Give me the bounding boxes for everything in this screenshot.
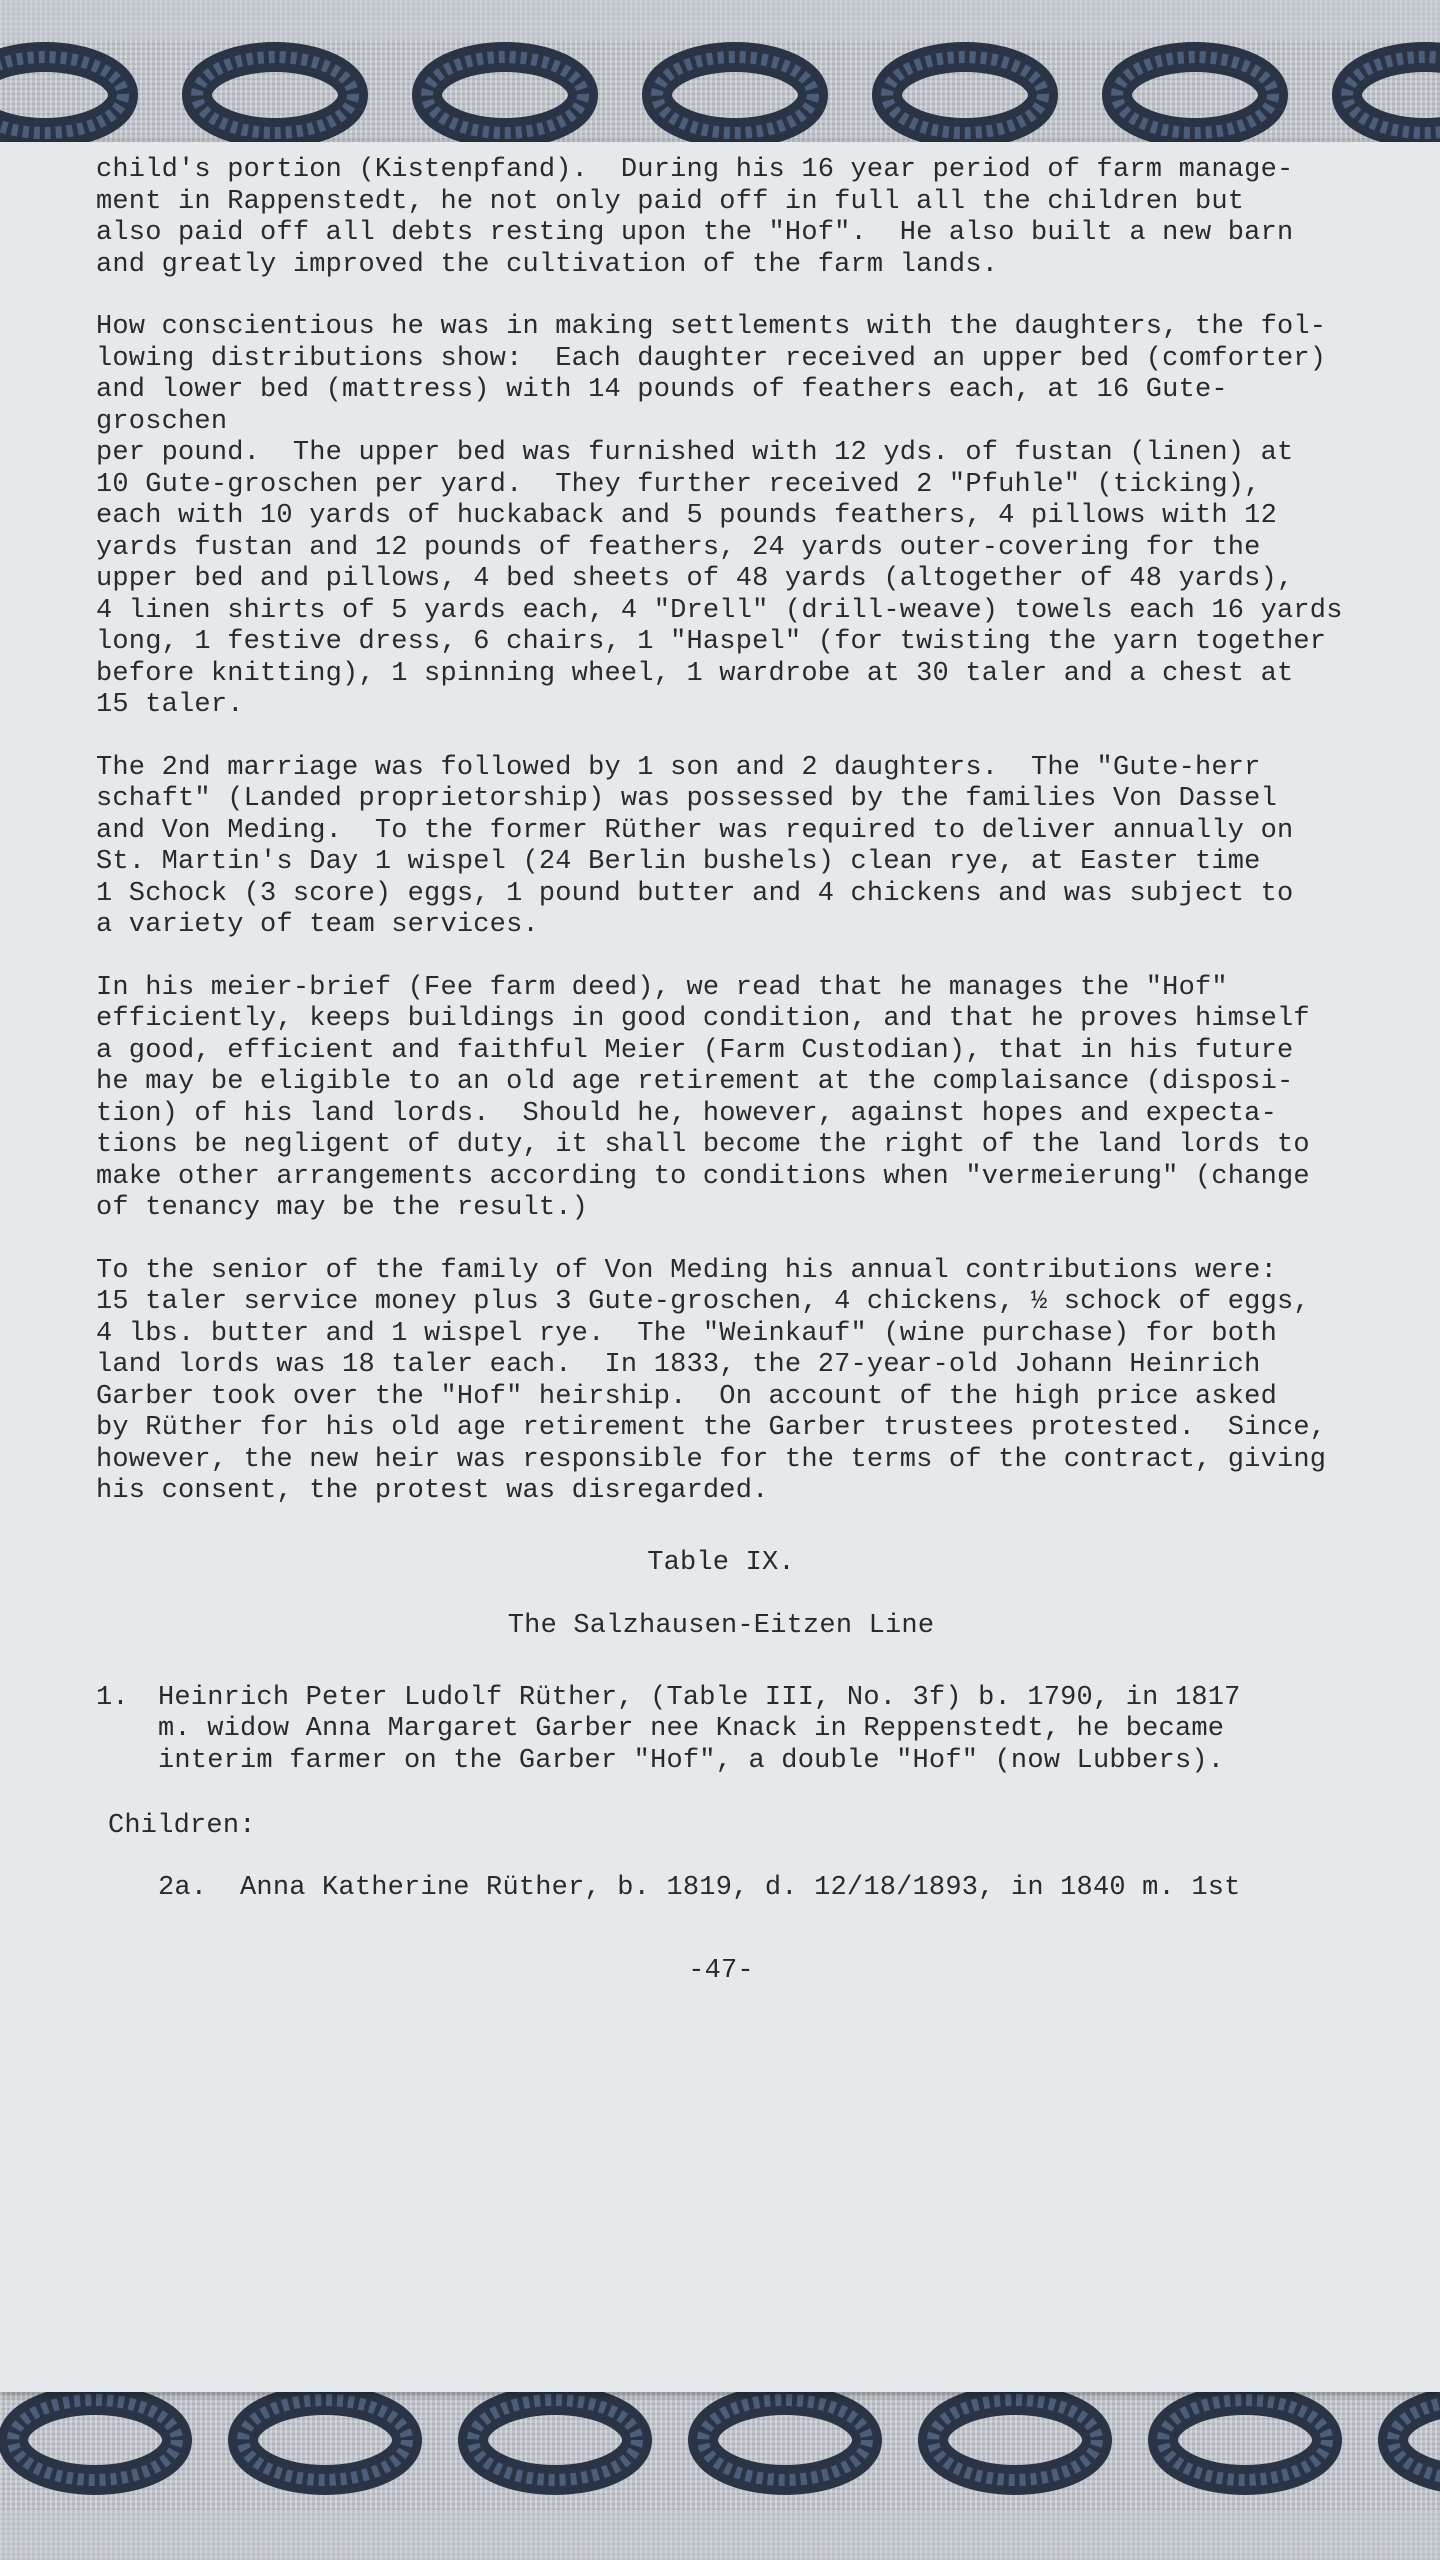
- paragraph-2: How conscientious he was in making settlements with the daughters, the fol- lowing distributions show: Each daughter received an upper bed (comforter) and lower bed (mattress) with 14 pounds of feathers each, at 16 Gute-groschen per pound. The upper bed was furnished with 12 yds. of fustan (linen) at 10 Gute-groschen per yard. They further received 2 "Pfuhle" (ticking), each with 10 yards of huckaback and 5 pounds feathers, 4 pillows with 12 yards fustan and 12 pounds of feathers, 24 yards outer-covering for the upper bed and pillows, 4 bed sheets of 48 yards (altogether of 48 yards), 4 linen shirts of 5 yards each, 4 "Drell" (drill-weave) towels each 16 yards long, 1 festive dress, 6 chairs, 1 "Haspel" (for twisting the yarn together before knitting), 1 spinning wheel, 1 wardrobe at 30 taler and a chest at 15 taler.: [96, 312, 1343, 720]
- page-text: [96, 155, 1346, 2015]
- entry-text: Heinrich Peter Ludolf Rüther, (Table III, No. 3f) b. 1790, in 1817 m. widow Anna Margaret Garber nee Knack in Reppenstedt, he became interim farmer on the Garber "Hof", a double "Hof" (now Lubbers).: [158, 1682, 1241, 1776]
- table-title: Table IX.: [647, 1547, 795, 1578]
- paragraph-4: In his meier-brief (Fee farm deed), we read that he manages the "Hof" efficiently, keeps buildings in good condition, and that he proves himself a good, efficient and faithful Meier (Farm Custodian), that in his future he may be eligible to an old age retirement at the complaisance (disposi- tion) of his land lords. Should he, however, against hopes and expecta- tions be negligent of duty, it shall become the right of the land lords to make other arrangements according to conditions when "vermeierung" (change of tenancy may be the result.): [96, 972, 1310, 1223]
- lineage-entry: [96, 1683, 1346, 1778]
- children-label: Children:: [108, 1811, 256, 1841]
- page-number: -47-: [688, 1956, 754, 1986]
- paragraph-3: The 2nd marriage was followed by 1 son and 2 daughters. The "Gute-herr schaft" (Landed proprietorship) was possessed by the families Von Dassel and Von Meding. To the former Rüther was required to deliver annually on St. Martin's Day 1 wispel (24 Berlin bushels) clean rye, at Easter time 1 Schock (3 score) eggs, 1 pound butter and 4 chickens and was subject to a variety of team services.: [96, 752, 1294, 940]
- fabric-border-top: [0, 0, 1440, 150]
- fabric-border-bottom: [0, 2380, 1440, 2560]
- child-entry: 2a. Anna Katherine Rüther, b. 1819, d. 12/18/1893, in 1840 m. 1st: [158, 1872, 1241, 1903]
- entry-number: 1.: [96, 1682, 129, 1713]
- table-subtitle: The Salzhausen-Eitzen Line: [507, 1611, 935, 1641]
- paragraph-5: To the senior of the family of Von Meding his annual contributions were: 15 taler service money plus 3 Gute-groschen, 4 chickens, ½ schock of eggs, 4 lbs. butter and 1 wispel rye. The "Weinkauf" (wine purchase) for both land lords was 18 taler each. In 1833, the 27-year-old Johann Heinrich Garber took over the "Hof" heirship. On account of the high price asked by Rüther for his old age retirement the Garber trustees protested. Since, however, the new heir was responsible for the terms of the contract, giving his consent, the protest was disregarded.: [96, 1255, 1327, 1506]
- paragraph-1: child's portion (Kistenpfand). During his 16 year period of farm manage- ment in Rappenstedt, he not only paid off in full all the children but also paid off all debts resting upon the "Hof". He also built a new barn and greatly improved the cultivation of the farm lands.: [96, 155, 1294, 280]
